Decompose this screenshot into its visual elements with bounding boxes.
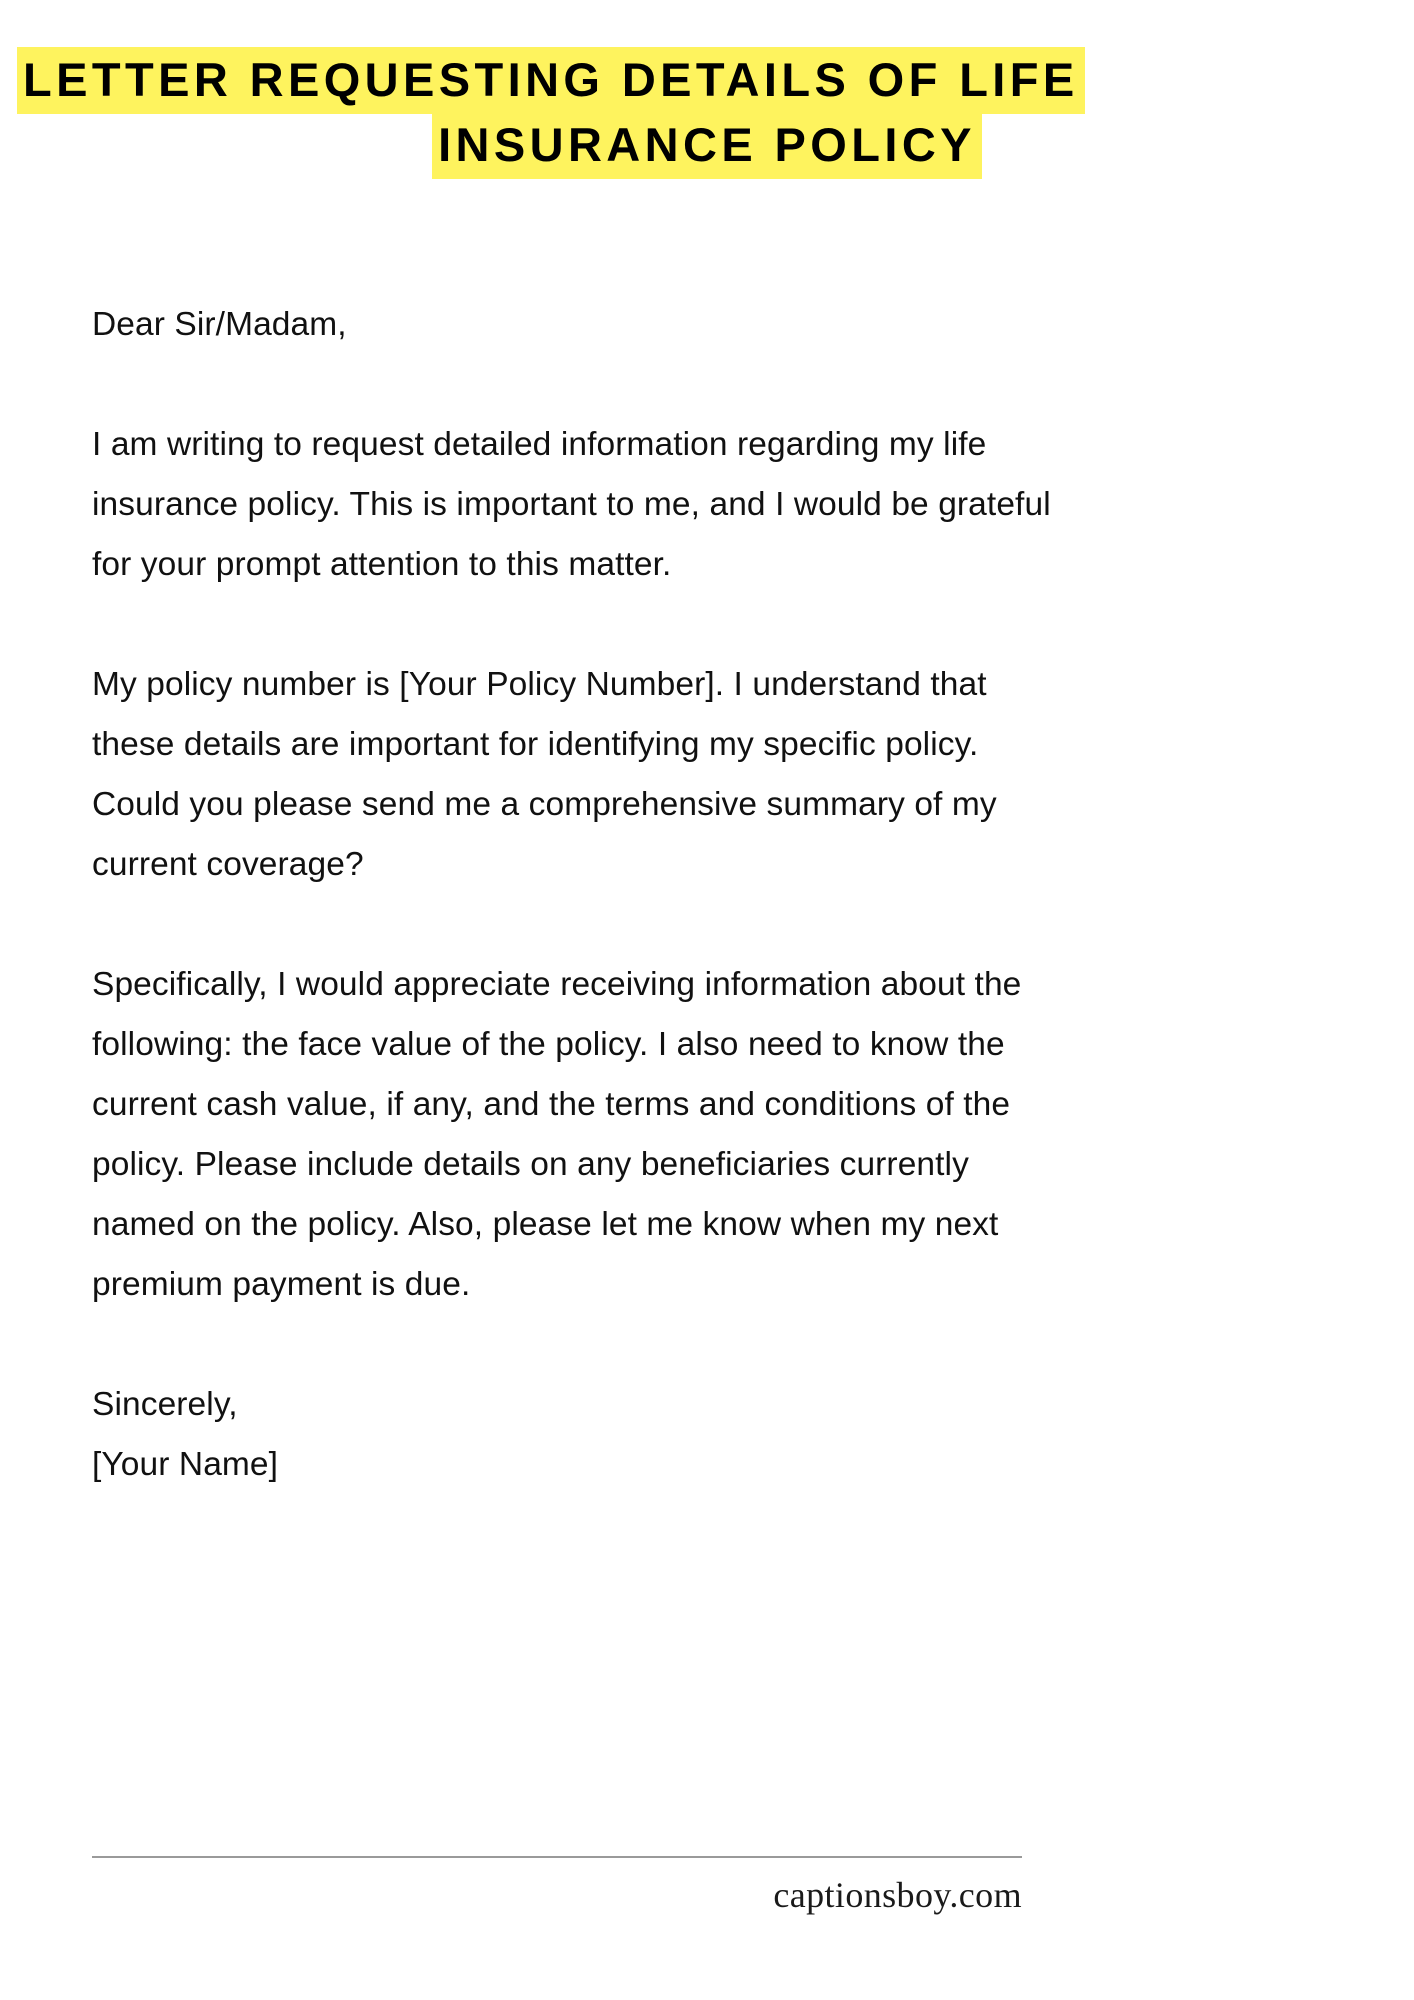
footer-brand: captionsboy.com: [773, 1875, 1022, 1915]
paragraph-3: Specifically, I would appreciate receiving information about the following: the face value of the policy. I also need to know the current cash value, if any, and the terms and conditions of the policy. Please include details on any beneficiaries currently named on the policy. Also, please let me know when my next premium payment is due.: [92, 966, 1022, 1303]
title-line-1-text: LETTER REQUESTING DETAILS OF LIFE: [17, 47, 1085, 114]
salutation: Dear Sir/Madam,: [92, 306, 347, 343]
paragraph-2: My policy number is [Your Policy Number]. I understand that these details are important for identifying my specific policy. Could you please send me a comprehensive summary of my current coverage?: [92, 666, 997, 883]
title-line-2-text: INSURANCE POLICY: [432, 112, 982, 179]
signature-name: [Your Name]: [92, 1446, 279, 1483]
footer-divider: [92, 1856, 1022, 1858]
paragraph-1: I am writing to request detailed information regarding my life insurance policy. This is important to me, and I would be grateful for your prompt attention to this matter.: [92, 426, 1051, 583]
title-line-2: [17, 113, 1397, 176]
letter-body: [92, 295, 1067, 1495]
closing: Sincerely,: [92, 1386, 238, 1423]
title-line-1: [17, 48, 1397, 111]
document-title: [0, 0, 1414, 177]
